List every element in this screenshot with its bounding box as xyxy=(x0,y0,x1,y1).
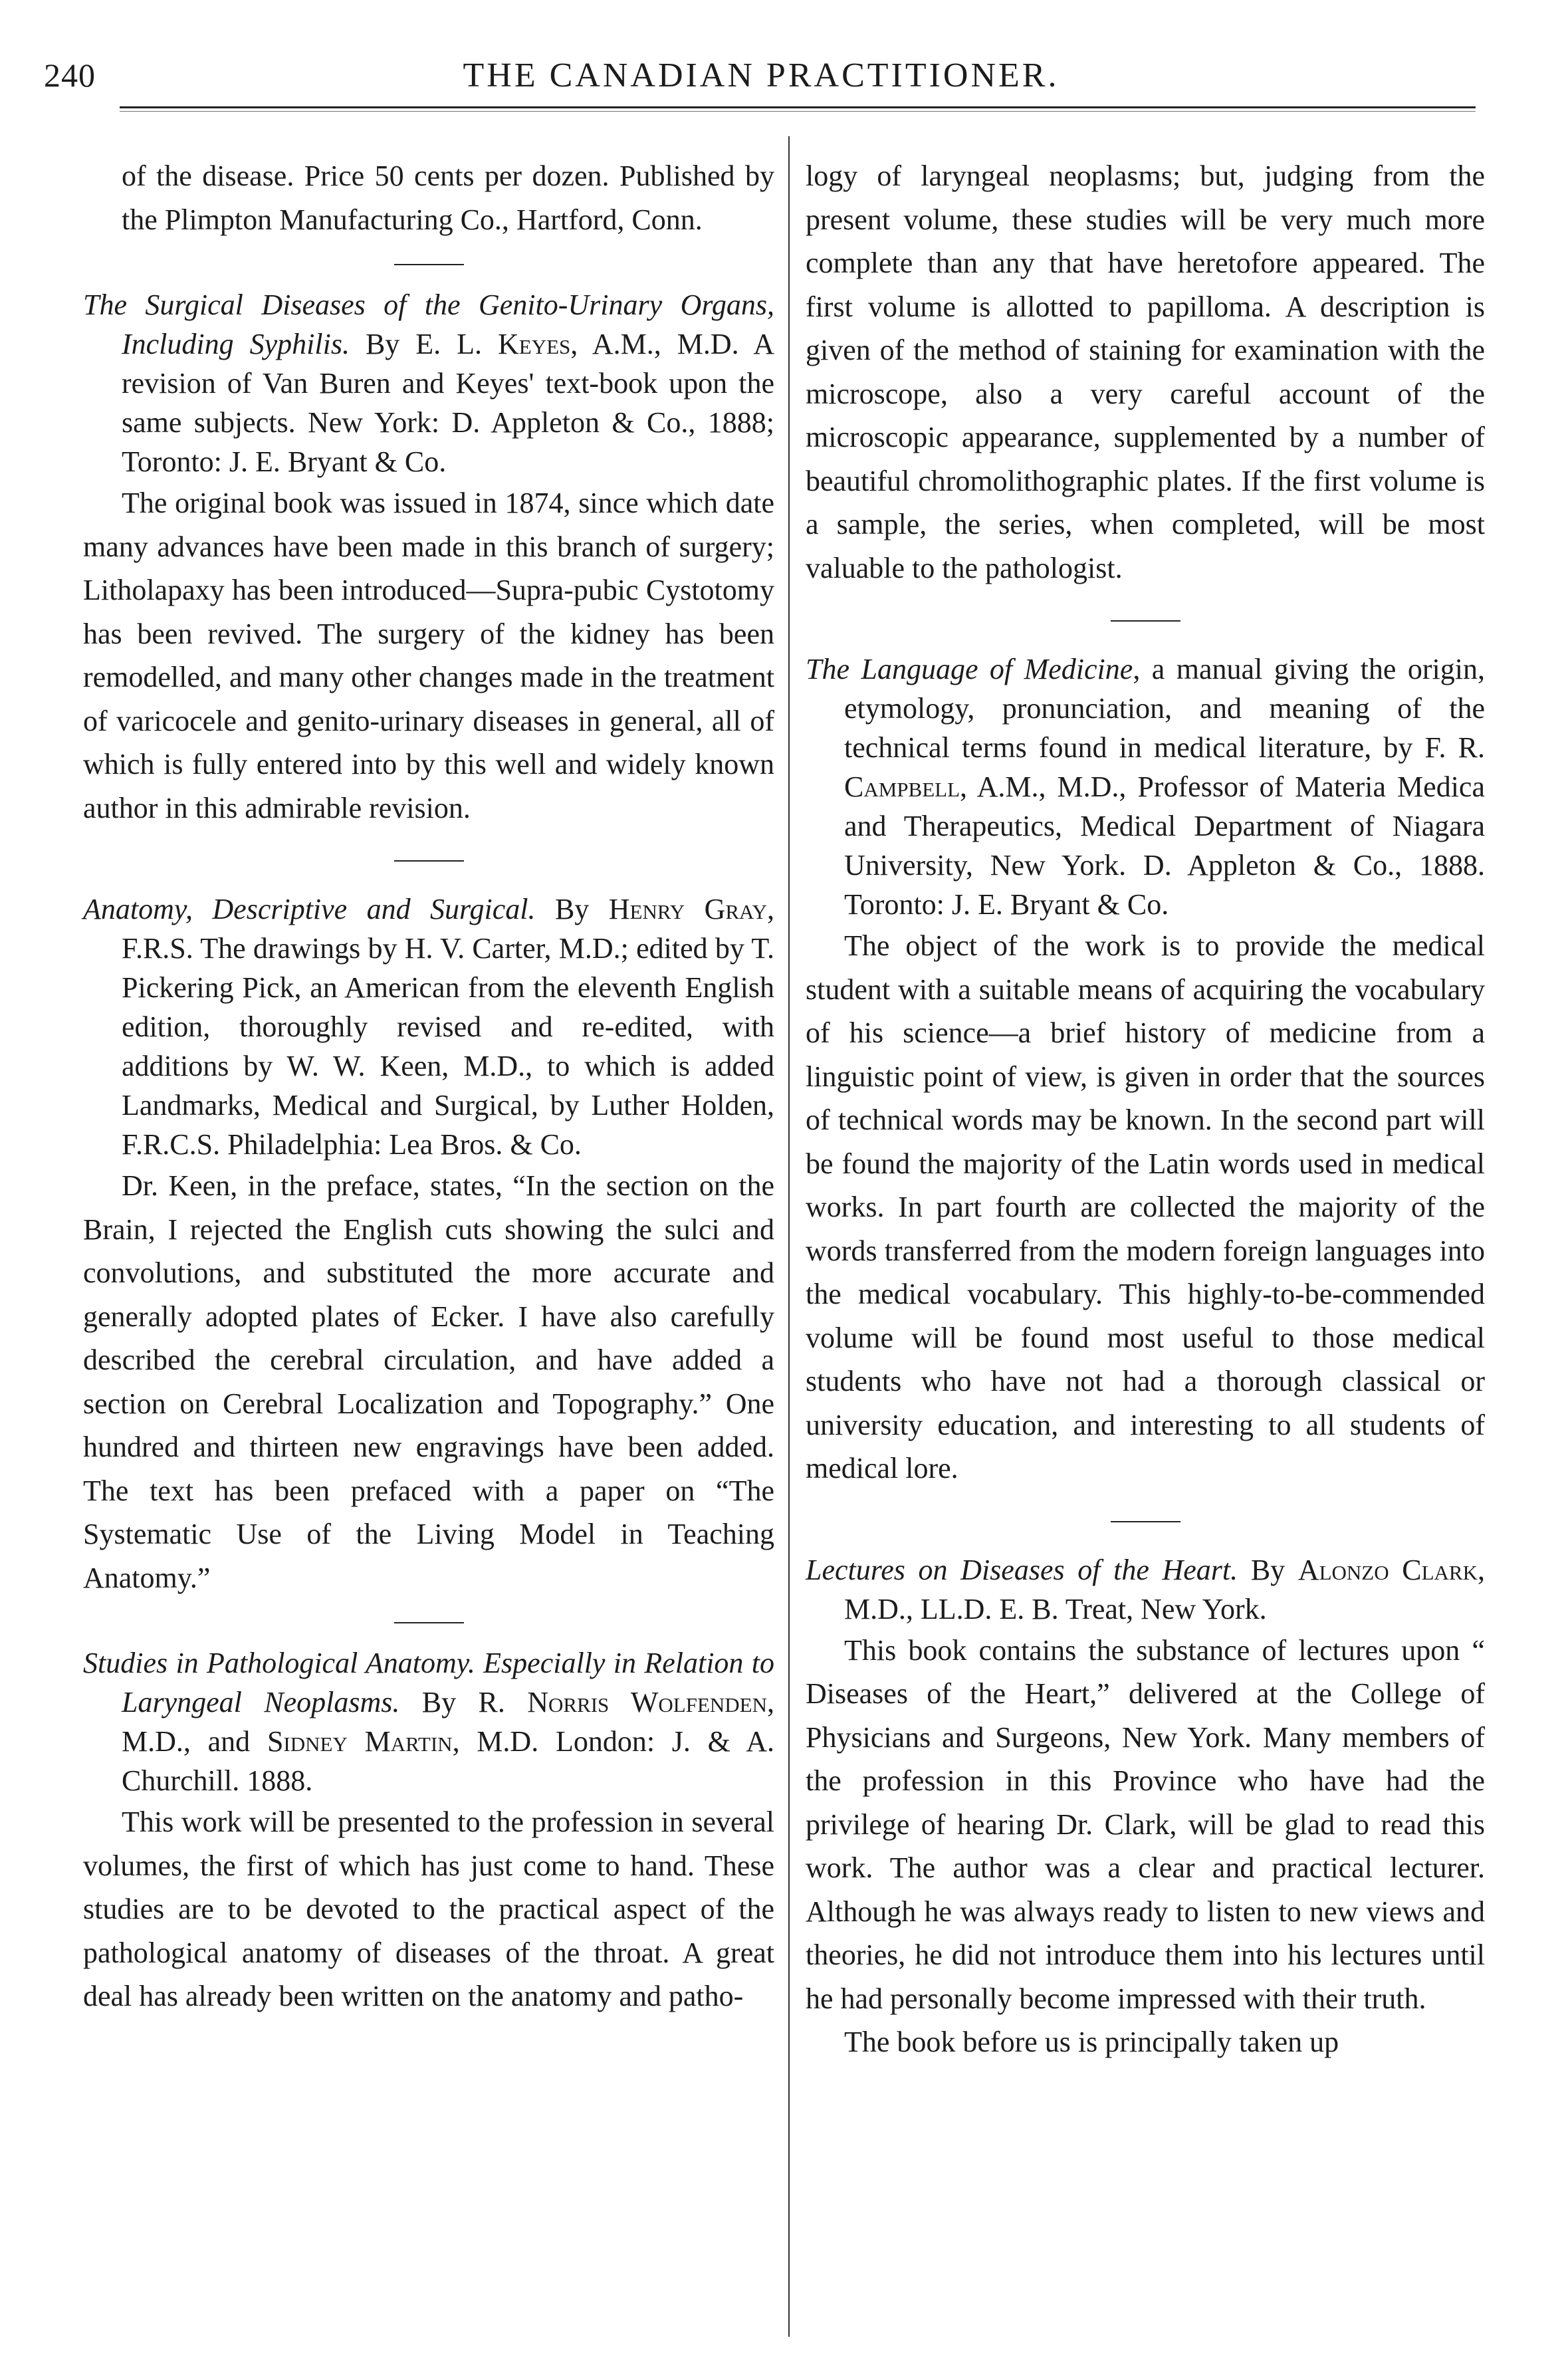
author-name: Sidney Martin xyxy=(267,1725,453,1758)
intro-continuation: of the disease. Price 50 cents per dozen. Published by the Plimpton Manufacturing Co., Hartford, Conn. xyxy=(122,160,774,236)
book-title: Studies in Pathological Anatomy. Especially in Relation to Laryngeal Neoplasms. xyxy=(83,1647,774,1718)
review-body-continuation: logy of laryngeal neoplasms; but, judging from the present volume, these studies will be very much more complete than any that have heretofore appeared. The first volume is allotted to papilloma. A description is given of the method of staining for examination with the microscope, also a very careful account of the microscopic appearance, supplemented by a number of beautiful chromolithographic plates. If the first volume is a sample, the series, when completed, will be most valuable to the pathologist. xyxy=(806,160,1485,584)
review-heading-language-of-medicine: The Language of Medicine, a manual giving the origin, etymology, pronunciation, and meaning of the technical terms found in medical literature, by F. R. Campbell, A.M., M.D., Professor of Materia Medica and Therapeutics, Medical Department of Niagara University, New York. D. Appleton & Co., 1888. Toronto: J. E. Bryant & Co. xyxy=(806,653,1486,921)
book-title: The Surgical Diseases of the Genito-Urinary Organs, Including Syphilis. xyxy=(83,289,774,360)
review-separator xyxy=(394,1622,464,1623)
review-heading-anatomy: Anatomy, Descriptive and Surgical. By Henry Gray, F.R.S. The drawings by H. V. Carter, M.D.; edited by T. Pickering Pick, an American from the eleventh English edition, thoroughly revised and re-edited, with additions by W. W. Keen, M.D., to which is added Landmarks, Medical and Surgical, by Luther Holden, F.R.C.S. Philadelphia: Lea Bros. & Co. xyxy=(83,893,774,1161)
review-heading-diseases-of-heart: Lectures on Diseases of the Heart. By Alonzo Clark, M.D., LL.D. E. B. Treat, New York. xyxy=(806,1553,1485,1625)
review-body-diseases-of-heart: This book contains the substance of lectures upon “ Diseases of the Heart,” delivered at the College of Physicians and Surgeons, New York. Many members of the profession in this Province who have had the privilege of hearing Dr. Clark, will be glad to read this work. The author was a clear and practical lecturer. Although he was always ready to listen to new views and theories, he did not introduce them into his lectures until he had personally become impressed with their truth. xyxy=(806,1633,1485,2015)
book-title: Lectures on Diseases of the Heart. xyxy=(806,1553,1238,1586)
right-column xyxy=(806,154,1485,2064)
review-body-anatomy: Dr. Keen, in the preface, states, “In the section on the Brain, I rejected the English cuts showing the sulci and convolutions, and substituted the more accurate and generally adopted plates of Ecker. I have also carefully described the cerebral circulation, and have added a section on Cerebral Localization and Topography.” One hundred and thirteen new engravings have been added. The text has been prefaced with a paper on “The Systematic Use of the Living Model in Teaching Anatomy.” xyxy=(83,1169,774,1594)
running-title: THE CANADIAN PRACTITIONER. xyxy=(463,57,1060,94)
review-heading-pathological-anatomy: Studies in Pathological Anatomy. Especially in Relation to Laryngeal Neoplasms. By R. Norris Wolfenden, M.D., and Sidney Martin, M.D. London: J. & A. Churchill. 1888. xyxy=(83,1647,774,1797)
book-title: Anatomy, Descriptive and Surgical. xyxy=(83,893,536,925)
left-column xyxy=(83,154,774,2018)
review-heading-genito-urinary: The Surgical Diseases of the Genito-Urinary Organs, Including Syphilis. By E. L. Keyes, A.M., M.D. A revision of Van Buren and Keyes' text-book upon the same subjects. New York: D. Appleton & Co., 1888; Toronto: J. E. Bryant & Co. xyxy=(83,289,774,478)
page-header xyxy=(40,56,1482,102)
header-rule-thin xyxy=(120,111,1476,112)
author-name: Norris Wolfenden xyxy=(527,1686,767,1718)
review-separator xyxy=(394,264,464,265)
review-separator xyxy=(1111,1521,1180,1522)
review-body-pathological-anatomy: This work will be presented to the profession in several volumes, the first of which has just come to hand. These studies are to be devoted to the practical aspect of the pathological anatomy of diseases of the throat. A great deal has already been written on the anatomy and patho- xyxy=(83,1806,774,2012)
review-body-language-of-medicine: The object of the work is to provide the medical student with a suitable means of acquiring the vocabulary of his science—a brief history of medicine from a linguistic point of view, is given in order that the sources of technical words may be known. In the second part will be found the majority of the Latin words used in medical works. In part fourth are collected the majority of the words transferred from the modern foreign languages into the medical vocabulary. This highly-to-be-commended volume will be found most useful to those medical students who have not had a thorough classical or university education, and interesting to all students of medical lore. xyxy=(806,929,1485,1484)
author-name: Alonzo Clark xyxy=(1297,1553,1478,1586)
author-name: Keyes xyxy=(498,328,571,360)
review-separator xyxy=(1111,620,1180,622)
column-divider xyxy=(788,136,790,2337)
author-name: Campbell xyxy=(844,770,960,803)
review-body-genito-urinary: The original book was issued in 1874, since which date many advances have been made in this branch of surgery; Litholapaxy has been introduced—Supra-pubic Cystotomy has been revived. The surgery of the kidney has been remodelled, and many other changes made in the treatment of varicocele and genito-urinary diseases in general, all of which is fully entered into by this well and widely known author in this admirable revision. xyxy=(83,487,774,824)
page-number: 240 xyxy=(44,57,96,94)
review-separator xyxy=(394,860,464,862)
header-rule xyxy=(120,106,1476,108)
author-name: Henry Gray xyxy=(608,893,767,925)
review-body-diseases-of-heart-cont: The book before us is principally taken up xyxy=(844,2026,1339,2058)
book-title: The Language of Medicine xyxy=(806,653,1133,685)
